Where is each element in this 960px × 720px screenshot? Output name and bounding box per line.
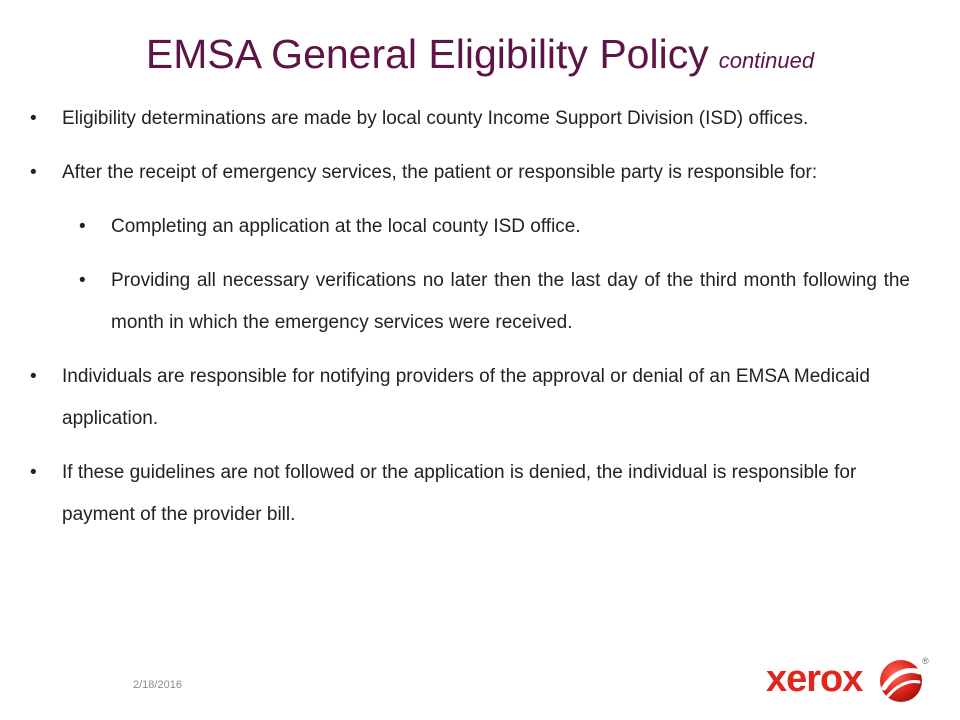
bullet-text: Individuals are responsible for notifying providers of the approval or denial of an EMSA Medicaid application. [62,366,870,429]
footer-date: 2/18/2016 [133,679,182,691]
sub-bullet-item [79,206,910,248]
sub-bullet-item [79,260,910,344]
bullet-item [30,98,910,140]
registered-mark: ® [922,656,929,666]
slide-title [0,28,960,87]
bullet-marker: • [30,108,37,129]
bullet-list [30,98,910,548]
bullet-marker: • [30,162,37,183]
bullet-text: Eligibility determinations are made by local county Income Support Division (ISD) offices. [62,108,809,129]
logo-wordmark: xerox [766,658,863,700]
bullet-text: Providing all necessary verifications no later then the last day of the third month following the month in which the emergency services were received. [111,270,910,333]
bullet-item [30,152,910,194]
bullet-marker: • [30,462,37,483]
bullet-item [30,452,910,536]
bullet-text: If these guidelines are not followed or the application is denied, the individual is responsible for payment of the provider bill. [62,462,857,525]
bullet-text: After the receipt of emergency services, the patient or responsible party is responsible for: [62,162,818,183]
xerox-sphere-icon [878,658,924,709]
title-suffix: continued [718,48,815,73]
bullet-item [30,356,910,440]
bullet-marker: • [30,366,37,387]
bullet-marker: • [79,216,86,237]
bullet-text: Completing an application at the local county ISD office. [111,216,581,237]
xerox-logo [766,652,936,712]
bullet-marker: • [79,270,86,291]
title-main: EMSA General Eligibility Policy [145,31,709,77]
